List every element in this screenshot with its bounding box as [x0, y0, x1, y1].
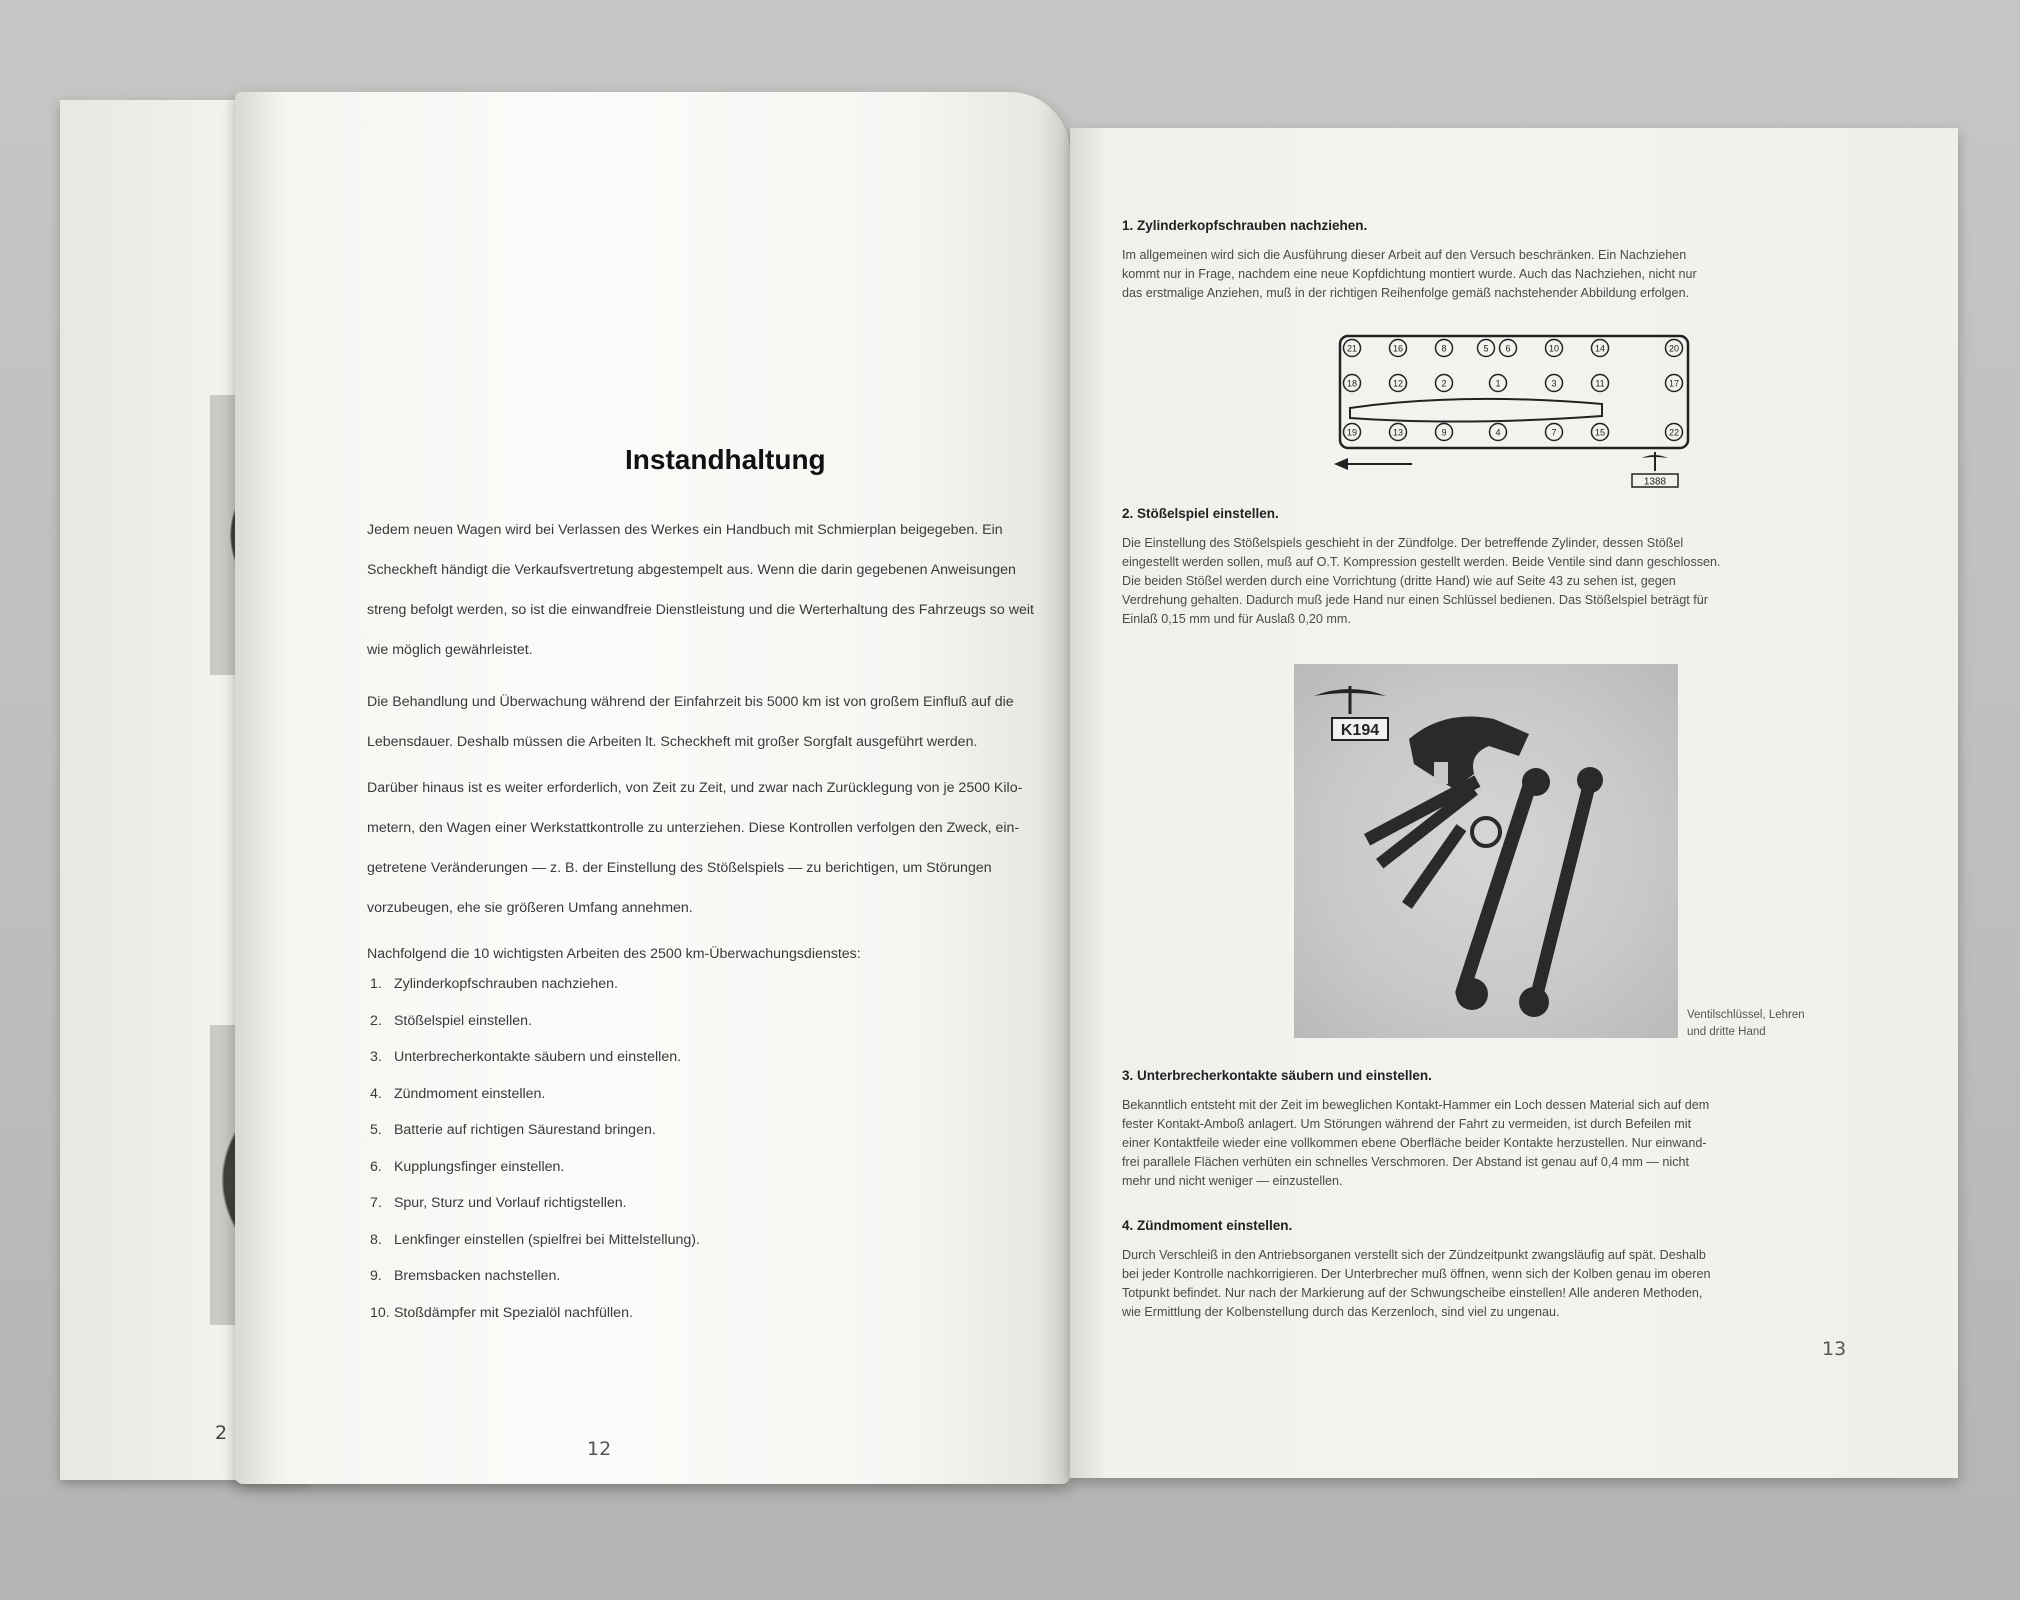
- caption-line: Ventilschlüssel, Lehren: [1687, 1009, 1805, 1021]
- page-number-left: 12: [587, 1438, 612, 1460]
- bolt-row-bottom: [1344, 424, 1683, 441]
- text-line: Totpunkt befindet. Nur nach der Markierung auf der Schwungscheibe einstellen! Alle anderen Methoden,: [1122, 1286, 1703, 1300]
- list-item: 4. Zündmoment einstellen.: [370, 1085, 546, 1102]
- bolt-number: 5: [1483, 343, 1489, 354]
- text-line: streng befolgt werden, so ist die einwandfreie Dienstleistung und die Werterhaltung des Fahrzeugs so weit: [367, 602, 1034, 618]
- section-text-1: [1122, 246, 1697, 303]
- section-heading-1: 1. Zylinderkopfschrauben nachziehen.: [1122, 218, 1368, 233]
- section-text-2: [1122, 534, 1721, 629]
- section-text-3: [1122, 1096, 1709, 1191]
- text-line: fester Kontakt-Amboß anlagert. Um Störungen während der Fahrt zu vermeiden, ist durch Befeilen mit: [1122, 1117, 1692, 1131]
- text-line: Durch Verschleiß in den Antriebsorganen verstellt sich der Zündzeitpunkt zwangsläufig auf spät. Deshalb: [1122, 1248, 1706, 1262]
- text-line: Verdrehung gehalten. Dadurch muß jede Hand nur einen Schlüssel bedienen. Das Stößelspiel beträgt für: [1122, 593, 1708, 607]
- section-heading-4: 4. Zündmoment einstellen.: [1122, 1218, 1293, 1233]
- list-item: 1. Zylinderkopfschrauben nachziehen.: [370, 976, 618, 992]
- cylinder-head-diagram: [1302, 326, 1722, 491]
- text-line: Jedem neuen Wagen wird bei Verlassen des Werkes ein Handbuch mit Schmierplan beigegeben. Ein: [367, 522, 1003, 538]
- list-item: 8. Lenkfinger einstellen (spielfrei bei Mittelstellung).: [370, 1231, 700, 1248]
- page-left: [235, 92, 1070, 1484]
- text-line: Im allgemeinen wird sich die Ausführung dieser Arbeit auf den Versuch beschränken. Ein Nachziehen: [1122, 248, 1687, 262]
- bolt-number: 7: [1551, 427, 1557, 438]
- section-heading-2: 2. Stößelspiel einstellen.: [1122, 506, 1279, 521]
- text-line: frei parallele Flächen verhüten ein schnelles Verschmoren. Der Abstand ist genau auf 0,4 mm — nicht: [1122, 1155, 1690, 1169]
- brand-logo-icon: [1642, 452, 1668, 471]
- text-line: Lebensdauer. Deshalb müssen die Arbeiten lt. Scheckheft mit großer Sorgfalt ausgeführt werden.: [367, 734, 978, 750]
- bolt-number: 3: [1551, 378, 1557, 389]
- photo-tool-code: K194: [1340, 722, 1380, 739]
- page-right: [1070, 128, 1958, 1478]
- list-item: 6. Kupplungsfinger einstellen.: [370, 1158, 565, 1175]
- text-line: metern, den Wagen einer Werkstattkontrolle zu unterziehen. Diese Kontrollen verfolgen den Zweck, ein-: [367, 820, 1020, 836]
- back-page-number: 2: [215, 1422, 228, 1444]
- bolt-number: 11: [1595, 378, 1605, 389]
- list-item: 7. Spur, Sturz und Vorlauf richtigstellen.: [370, 1195, 627, 1211]
- bolt-number: 4: [1495, 427, 1501, 438]
- text-line: das erstmalige Anziehen, muß in der richtigen Reihenfolge gemäß nachstehender Abbildung erfolgen.: [1122, 286, 1690, 300]
- bolt-number: 6: [1505, 343, 1511, 354]
- text-line: Darüber hinaus ist es weiter erforderlich, von Zeit zu Zeit, und zwar nach Zurücklegung von je 2500 Kilo-: [367, 780, 1023, 796]
- bolt-number: 15: [1594, 427, 1606, 438]
- section-text-4: [1122, 1246, 1711, 1322]
- text-line: Scheckheft händigt die Verkaufsvertretung abgestempelt aus. Wenn die darin gegebenen Anweisungen: [367, 562, 1016, 578]
- bolt-number: 2: [1441, 378, 1447, 389]
- bolt-number: 20: [1668, 343, 1680, 354]
- maintenance-list: [370, 976, 930, 1341]
- paragraph-3: [367, 768, 1067, 928]
- section-heading-3: 3. Unterbrecherkontakte säubern und einstellen.: [1122, 1068, 1432, 1083]
- list-item: 3. Unterbrecherkontakte säubern und einstellen.: [370, 1049, 682, 1065]
- paragraph-2: [367, 682, 1067, 762]
- text-line: Die Einstellung des Stößelspiels geschieht in der Zündfolge. Der betreffende Zylinder, dessen Stößel: [1122, 536, 1684, 550]
- bolt-number: 9: [1441, 427, 1447, 438]
- bolt-number: 1: [1495, 378, 1501, 389]
- list-item: 2. Stößelspiel einstellen.: [370, 1012, 532, 1029]
- bolt-number: 14: [1594, 343, 1606, 354]
- bolt-number: 19: [1346, 427, 1358, 438]
- wrench-icon: [1519, 767, 1603, 1017]
- text-line: getretene Veränderungen — z. B. der Einstellung des Stößelspiels — zu berichtigen, um Störungen: [367, 860, 992, 876]
- list-item: 5. Batterie auf richtigen Säurestand bringen.: [370, 1122, 656, 1138]
- page-heading: Instandhaltung: [625, 444, 826, 475]
- feeler-gauges-icon: [1364, 775, 1500, 909]
- text-line: Die Behandlung und Überwachung während der Einfahrzeit bis 5000 km ist von großem Einfluß auf die: [367, 694, 1014, 710]
- arrow-head-icon: [1334, 458, 1348, 470]
- bolt-number: 12: [1392, 378, 1404, 389]
- text-line: Einlaß 0,15 mm und für Auslaß 0,20 mm.: [1122, 612, 1351, 626]
- list-item: 10. Stoßdämpfer mit Spezialöl nachfüllen.: [370, 1304, 633, 1321]
- text-line: kommt nur in Frage, nachdem eine neue Kopfdichtung montiert wurde. Auch das Nachziehen, nicht nur: [1122, 267, 1697, 281]
- tappet-holder-icon: [1409, 717, 1529, 790]
- list-item: 9. Bremsbacken nachstellen.: [370, 1268, 561, 1284]
- text-line: bei jeder Kontrolle nachkorrigieren. Der Unterbrecher muß öffnen, wenn sich der Kolben genau im oberen: [1122, 1267, 1711, 1281]
- text-line: wie möglich gewährleistet.: [367, 642, 533, 658]
- page-number-right: 13: [1822, 1338, 1847, 1360]
- bolt-number: 16: [1392, 343, 1404, 354]
- bolt-row-middle: [1344, 375, 1683, 392]
- paragraph-4: [367, 934, 1067, 974]
- text-line: mehr und nicht weniger — einzustellen.: [1122, 1174, 1343, 1188]
- text-line: eingestellt werden sollen, muß auf O.T. Kompression gestellt werden. Beide Ventile sind dann geschlossen.: [1122, 555, 1721, 569]
- text-line: vorzubeugen, ehe sie größeren Umfang annehmen.: [367, 900, 693, 916]
- bolt-row-top: [1344, 340, 1683, 357]
- text-line: Nachfolgend die 10 wichtigsten Arbeiten des 2500 km-Überwachungsdienstes:: [367, 946, 861, 962]
- text-line: Bekanntlich entsteht mit der Zeit im beweglichen Kontakt-Hammer ein Loch dessen Material sich auf dem: [1122, 1098, 1710, 1112]
- bolt-number: 10: [1548, 343, 1560, 354]
- text-line: wie Ermittlung der Kolbenstellung durch das Kerzenloch, sind viel zu ungenau.: [1122, 1305, 1560, 1319]
- bolt-number: 8: [1441, 343, 1447, 354]
- tools-photo: [1294, 664, 1678, 1038]
- bolt-number: 13: [1392, 427, 1404, 438]
- text-line: einer Kontaktfeile wieder eine vollkommen ebene Oberfläche beider Kontakte herzustellen. Nur einwand-: [1122, 1136, 1707, 1150]
- brand-logo-icon: [1314, 686, 1386, 714]
- bolt-number: 18: [1346, 378, 1358, 389]
- bolt-number: 21: [1346, 343, 1358, 354]
- caption-line: und dritte Hand: [1687, 1026, 1766, 1038]
- bolt-number: 22: [1668, 427, 1680, 438]
- bolt-number: 17: [1668, 378, 1680, 389]
- diagram-tool-code: 1388: [1643, 476, 1667, 488]
- paragraph-1: [367, 510, 1067, 670]
- photo-caption: [1687, 1007, 1805, 1041]
- text-line: Die beiden Stößel werden durch eine Vorrichtung (dritte Hand) wie auf Seite 43 zu sehen ist, gegen: [1122, 574, 1676, 588]
